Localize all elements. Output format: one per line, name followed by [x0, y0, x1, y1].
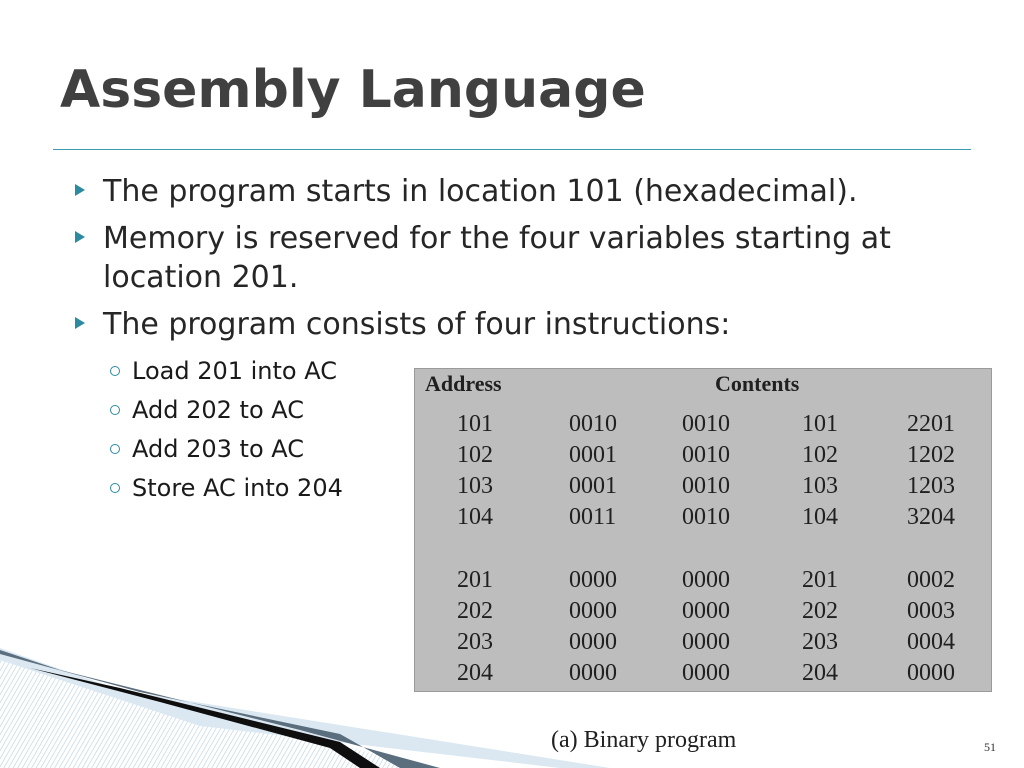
sub-bullet-text: Load 201 into AC	[132, 357, 337, 385]
figure-row	[415, 596, 991, 627]
contents-cell: 1202	[907, 442, 955, 468]
circle-bullet-icon	[110, 444, 120, 454]
contents-cell: 0000	[682, 567, 730, 593]
page-number: 51	[984, 740, 996, 754]
contents-cell: 101	[802, 411, 838, 437]
figure-row	[415, 502, 991, 533]
address-cell: 103	[457, 473, 493, 499]
sub-bullet-text: Store AC into 204	[132, 474, 343, 502]
contents-cell: 102	[802, 442, 838, 468]
address-cell: 204	[457, 660, 493, 686]
address-cell: 101	[457, 411, 493, 437]
binary-program-figure	[414, 368, 992, 692]
contents-cell: 0000	[569, 567, 617, 593]
figure-row	[415, 471, 991, 502]
address-cell: 203	[457, 629, 493, 655]
contents-cell: 0001	[569, 442, 617, 468]
circle-bullet-icon	[110, 483, 120, 493]
contents-cell: 0000	[682, 660, 730, 686]
contents-cell: 1203	[907, 473, 955, 499]
bullet-arrow-icon	[75, 231, 85, 243]
contents-cell: 0010	[682, 504, 730, 530]
contents-cell: 202	[802, 598, 838, 624]
contents-cell: 0004	[907, 629, 955, 655]
sub-bullet-list	[110, 352, 343, 508]
figure-caption: (a) Binary program	[551, 727, 737, 753]
contents-cell: 0000	[569, 598, 617, 624]
bullet-arrow-icon	[75, 317, 85, 329]
sub-bullet-item	[110, 469, 343, 508]
address-cell: 201	[457, 567, 493, 593]
figure-row	[415, 565, 991, 596]
figure-row	[415, 440, 991, 471]
circle-bullet-icon	[110, 366, 120, 376]
figure-row	[415, 658, 991, 689]
contents-cell: 201	[802, 567, 838, 593]
sub-bullet-item	[110, 391, 343, 430]
bullet-text: Memory is reserved for the four variables starting at location 201.	[103, 221, 891, 295]
contents-cell: 0000	[569, 629, 617, 655]
contents-cell: 0010	[682, 473, 730, 499]
address-cell: 104	[457, 504, 493, 530]
sub-bullet-item	[110, 352, 343, 391]
sub-bullet-item	[110, 430, 343, 469]
contents-cell: 203	[802, 629, 838, 655]
contents-cell: 0001	[569, 473, 617, 499]
contents-cell: 3204	[907, 504, 955, 530]
title-divider	[53, 149, 971, 150]
contents-cell: 104	[802, 504, 838, 530]
bullet-item	[75, 305, 975, 344]
contents-cell: 0000	[682, 629, 730, 655]
contents-cell: 0010	[682, 442, 730, 468]
contents-cell: 0002	[907, 567, 955, 593]
contents-cell: 103	[802, 473, 838, 499]
slide-title: Assembly Language	[60, 60, 646, 120]
contents-header: Contents	[715, 371, 800, 396]
contents-cell: 204	[802, 660, 838, 686]
contents-cell: 0010	[569, 411, 617, 437]
contents-cell: 2201	[907, 411, 955, 437]
figure-row	[415, 409, 991, 440]
contents-cell: 0000	[907, 660, 955, 686]
bullet-text: The program consists of four instructions:	[103, 307, 731, 342]
circle-bullet-icon	[110, 405, 120, 415]
contents-cell: 0010	[682, 411, 730, 437]
figure-row	[415, 627, 991, 658]
bullet-item	[75, 219, 975, 297]
bullet-text: The program starts in location 101 (hexadecimal).	[103, 174, 858, 209]
contents-cell: 0011	[569, 504, 617, 530]
bullet-item	[75, 172, 975, 211]
address-cell: 202	[457, 598, 493, 624]
contents-cell: 0003	[907, 598, 955, 624]
contents-cell: 0000	[569, 660, 617, 686]
contents-cell: 0000	[682, 598, 730, 624]
bullet-list	[75, 172, 975, 352]
address-cell: 102	[457, 442, 493, 468]
sub-bullet-text: Add 202 to AC	[132, 396, 305, 424]
bullet-arrow-icon	[75, 184, 85, 196]
sub-bullet-text: Add 203 to AC	[132, 435, 305, 463]
address-header: Address	[425, 371, 502, 396]
